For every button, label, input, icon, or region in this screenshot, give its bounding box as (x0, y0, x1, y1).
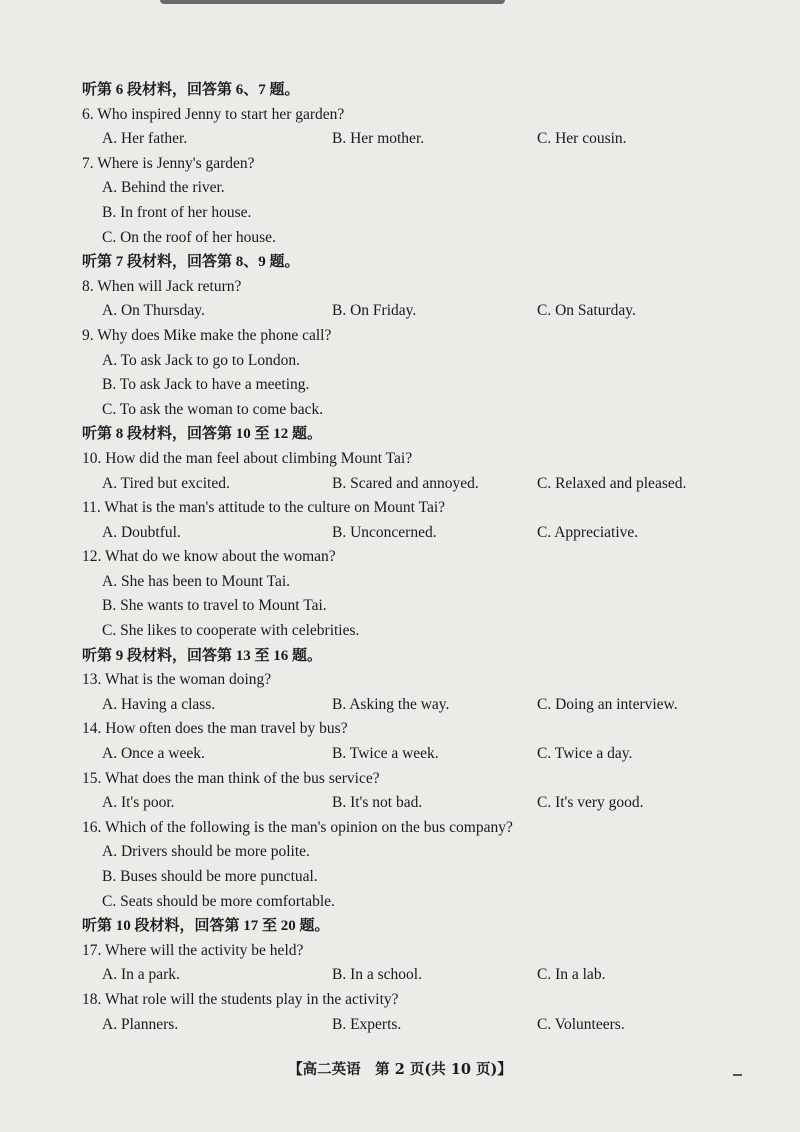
answer-option: A. Doubtful. (102, 523, 181, 541)
question-text: 12. What do we know about the woman? (82, 548, 336, 566)
question-text: 14. How often does the man travel by bus? (82, 720, 348, 738)
scan-edge-bar (160, 0, 505, 4)
option-row (82, 299, 722, 324)
answer-option: B. Unconcerned. (332, 523, 437, 541)
answer-option: B. Asking the way. (332, 695, 450, 713)
answer-option: A. Her father. (102, 130, 188, 148)
answer-option: C. She likes to cooperate with celebrities. (102, 622, 360, 640)
option-row (82, 472, 722, 497)
answer-option: A. To ask Jack to go to London. (102, 351, 300, 369)
section-heading: 听第 10 段材料，回答第 17 至 20 题。 (82, 918, 330, 935)
answer-option: A. Tired but excited. (102, 474, 230, 492)
answer-option: A. Drivers should be more polite. (102, 843, 310, 861)
answer-option: C. To ask the woman to come back. (102, 400, 324, 418)
answer-option: A. It's poor. (102, 794, 175, 812)
answer-option: A. On Thursday. (102, 302, 205, 320)
answer-option: C. Twice a day. (537, 745, 633, 763)
question-text: 16. Which of the following is the man's opinion on the bus company? (82, 818, 513, 836)
answer-option: C. Relaxed and pleased. (537, 474, 687, 492)
question-text: 17. Where will the activity be held? (82, 941, 304, 959)
question-text: 10. How did the man feel about climbing Mount Tai? (82, 449, 413, 467)
answer-option: B. It's not bad. (332, 794, 423, 812)
answer-option: A. Having a class. (102, 695, 216, 713)
answer-option: A. Planners. (102, 1015, 179, 1033)
answer-option: A. She has been to Mount Tai. (102, 572, 291, 590)
answer-option: B. Scared and annoyed. (332, 474, 479, 492)
answer-option: B. Her mother. (332, 130, 425, 148)
answer-option: B. In a school. (332, 966, 422, 984)
question-text: 18. What role will the students play in the activity? (82, 990, 399, 1008)
answer-option: A. Behind the river. (102, 179, 225, 197)
answer-option: C. Doing an interview. (537, 695, 678, 713)
answer-option: C. Volunteers. (537, 1015, 625, 1033)
answer-option: A. Once a week. (102, 745, 205, 763)
answer-option: C. On Saturday. (537, 302, 636, 320)
question-text: 6. Who inspired Jenny to start her garden? (82, 105, 345, 123)
answer-option: B. She wants to travel to Mount Tai. (102, 597, 327, 615)
option-row (82, 791, 722, 816)
answer-option: C. It's very good. (537, 794, 644, 812)
option-row (82, 1013, 722, 1038)
answer-option: C. Appreciative. (537, 523, 639, 541)
answer-option: B. On Friday. (332, 302, 417, 320)
page-footer: 【高二英语 第 2 页(共 10 页)】 (288, 1061, 512, 1078)
answer-option: C. Her cousin. (537, 130, 627, 148)
question-text: 15. What does the man think of the bus service? (82, 769, 380, 787)
answer-option: B. Twice a week. (332, 745, 439, 763)
answer-option: B. Buses should be more punctual. (102, 868, 318, 885)
question-text: 7. Where is Jenny's garden? (82, 154, 255, 172)
section-heading: 听第 9 段材料，回答第 13 至 16 题。 (82, 647, 323, 664)
option-row (82, 963, 722, 988)
margin-mark (733, 1074, 742, 1076)
option-row (82, 521, 722, 546)
option-row (82, 127, 722, 152)
question-text: 13. What is the woman doing? (82, 671, 272, 689)
answer-option: C. Seats should be more comfortable. (102, 892, 335, 910)
section-heading: 听第 7 段材料，回答第 8、9 题。 (82, 254, 300, 271)
option-row (82, 693, 722, 718)
option-row (82, 742, 722, 767)
answer-option: B. In front of her house. (102, 203, 252, 221)
section-heading: 听第 8 段材料，回答第 10 至 12 题。 (82, 426, 323, 443)
exam-page-content (82, 78, 722, 1037)
answer-option: C. In a lab. (537, 966, 606, 984)
answer-option: B. Experts. (332, 1015, 402, 1033)
question-text: 11. What is the man's attitude to the culture on Mount Tai? (82, 499, 446, 517)
section-heading: 听第 6 段材料，回答第 6、7 题。 (82, 82, 300, 98)
answer-option: C. On the roof of her house. (102, 228, 276, 246)
answer-option: B. To ask Jack to have a meeting. (102, 376, 310, 394)
question-text: 8. When will Jack return? (82, 277, 242, 295)
question-text: 9. Why does Mike make the phone call? (82, 326, 332, 344)
answer-option: A. In a park. (102, 966, 180, 984)
